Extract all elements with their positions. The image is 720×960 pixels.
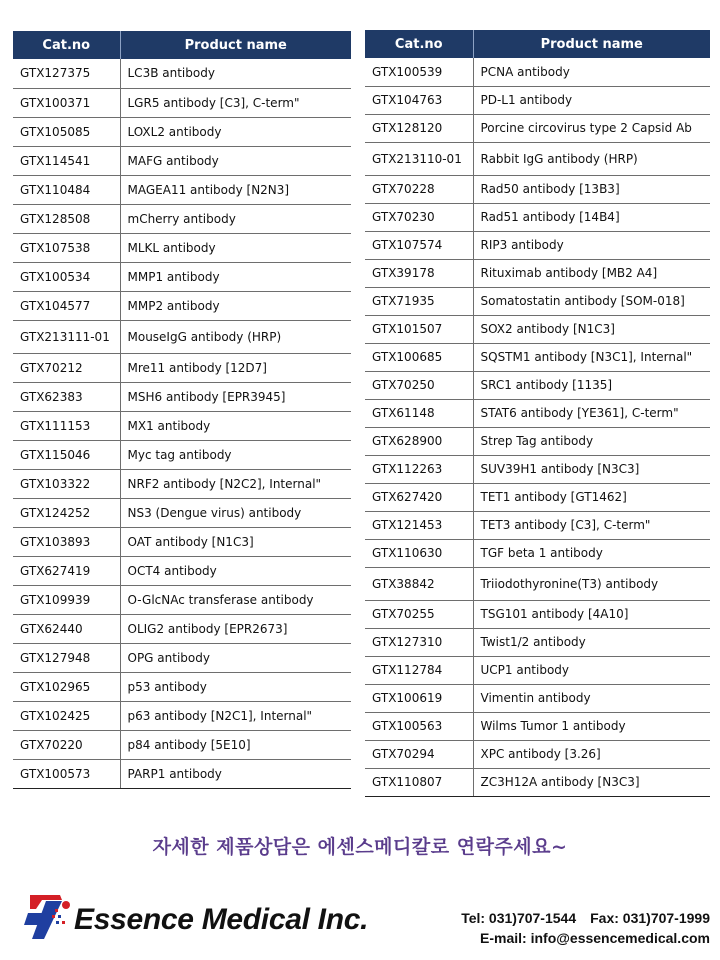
cat-no-cell: GTX61148 (365, 399, 473, 427)
table-row (365, 142, 710, 175)
product-name-cell: Rad51 antibody [14B4] (473, 203, 710, 231)
cat-no-cell: GTX213110-01 (365, 142, 473, 175)
cat-no-cell: GTX115046 (13, 440, 120, 469)
product-name-cell: LC3B antibody (120, 59, 351, 88)
table-row (365, 684, 710, 712)
cat-no-cell: GTX101507 (365, 315, 473, 343)
product-name-cell: OPG antibody (120, 643, 351, 672)
cat-no-cell: GTX100563 (365, 712, 473, 740)
table-row (13, 556, 351, 585)
table-row (13, 353, 351, 382)
product-name-cell: PCNA antibody (473, 58, 710, 86)
product-name-cell: Rad50 antibody [13B3] (473, 175, 710, 203)
product-name-cell: TGF beta 1 antibody (473, 539, 710, 567)
cat-no-cell: GTX114541 (13, 146, 120, 175)
table-row (365, 259, 710, 287)
cat-no-cell: GTX110630 (365, 539, 473, 567)
table-row (13, 117, 351, 146)
product-name-cell: Strep Tag antibody (473, 427, 710, 455)
table-row (365, 656, 710, 684)
phone-number: Tel: 031)707-1544 (461, 910, 577, 926)
product-name-cell: SOX2 antibody [N1C3] (473, 315, 710, 343)
product-name-cell: ZC3H12A antibody [N3C3] (473, 768, 710, 796)
table-row (365, 455, 710, 483)
cat-no-cell: GTX38842 (365, 567, 473, 600)
table-row (365, 371, 710, 399)
cat-no-cell: GTX127375 (13, 59, 120, 88)
product-name-cell: p63 antibody [N2C1], Internal" (120, 701, 351, 730)
cat-no-cell: GTX100371 (13, 88, 120, 117)
product-name-cell: NS3 (Dengue virus) antibody (120, 498, 351, 527)
table-row (365, 628, 710, 656)
table-row (365, 287, 710, 315)
product-name-cell: Rabbit IgG antibody (HRP) (473, 142, 710, 175)
table-header-row (365, 30, 710, 58)
product-table-left (13, 31, 351, 789)
table-row (13, 701, 351, 730)
product-name-cell: Vimentin antibody (473, 684, 710, 712)
product-name-cell: STAT6 antibody [YE361], C-term" (473, 399, 710, 427)
table-row (13, 204, 351, 233)
cat-no-cell: GTX100534 (13, 262, 120, 291)
product-name-cell: p53 antibody (120, 672, 351, 701)
cat-no-cell: GTX62440 (13, 614, 120, 643)
product-name-cell: Triiodothyronine(T3) antibody (473, 567, 710, 600)
header-product-name: Product name (473, 30, 710, 58)
product-name-cell: TET1 antibody [GT1462] (473, 483, 710, 511)
product-name-cell: p84 antibody [5E10] (120, 730, 351, 759)
table-row (365, 712, 710, 740)
cat-no-cell: GTX70220 (13, 730, 120, 759)
product-name-cell: LOXL2 antibody (120, 117, 351, 146)
cat-no-cell: GTX105085 (13, 117, 120, 146)
table-row (13, 320, 351, 353)
cat-no-cell: GTX128508 (13, 204, 120, 233)
table-row (365, 343, 710, 371)
header-cat-no: Cat.no (365, 30, 473, 58)
cat-no-cell: GTX70230 (365, 203, 473, 231)
cat-no-cell: GTX100573 (13, 759, 120, 788)
cat-no-cell: GTX100685 (365, 343, 473, 371)
table-row (13, 88, 351, 117)
cat-no-cell: GTX109939 (13, 585, 120, 614)
table-row (365, 600, 710, 628)
cat-no-cell: GTX100539 (365, 58, 473, 86)
table-row (13, 59, 351, 88)
table-row (13, 469, 351, 498)
company-name: Essence Medical Inc. (74, 903, 369, 936)
table-row (13, 527, 351, 556)
cat-no-cell: GTX628900 (365, 427, 473, 455)
cat-no-cell: GTX127948 (13, 643, 120, 672)
product-name-cell: Somatostatin antibody [SOM-018] (473, 287, 710, 315)
product-name-cell: OLIG2 antibody [EPR2673] (120, 614, 351, 643)
table-row (365, 539, 710, 567)
product-name-cell: LGR5 antibody [C3], C-term" (120, 88, 351, 117)
table-row (365, 175, 710, 203)
table-header-row (13, 31, 351, 59)
product-name-cell: MMP2 antibody (120, 291, 351, 320)
table-row (13, 585, 351, 614)
cat-no-cell: GTX71935 (365, 287, 473, 315)
product-name-cell: NRF2 antibody [N2C2], Internal" (120, 469, 351, 498)
company-logo-icon (22, 891, 72, 943)
table-row (365, 203, 710, 231)
product-name-cell: XPC antibody [3.26] (473, 740, 710, 768)
cat-no-cell: GTX103322 (13, 469, 120, 498)
cat-no-cell: GTX110807 (365, 768, 473, 796)
table-row (13, 614, 351, 643)
cat-no-cell: GTX110484 (13, 175, 120, 204)
product-name-cell: OAT antibody [N1C3] (120, 527, 351, 556)
product-name-cell: UCP1 antibody (473, 656, 710, 684)
cat-no-cell: GTX111153 (13, 411, 120, 440)
product-name-cell: MSH6 antibody [EPR3945] (120, 382, 351, 411)
table-row (365, 483, 710, 511)
table-row (365, 427, 710, 455)
cat-no-cell: GTX102965 (13, 672, 120, 701)
table-row (13, 291, 351, 320)
cat-no-cell: GTX127310 (365, 628, 473, 656)
table-row (365, 567, 710, 600)
table-row (13, 175, 351, 204)
table-row (13, 759, 351, 788)
product-name-cell: O-GlcNAc transferase antibody (120, 585, 351, 614)
product-name-cell: MAGEA11 antibody [N2N3] (120, 175, 351, 204)
table-row (365, 231, 710, 259)
table-row (13, 730, 351, 759)
table-row (365, 399, 710, 427)
table-row (13, 643, 351, 672)
product-name-cell: mCherry antibody (120, 204, 351, 233)
product-name-cell: MX1 antibody (120, 411, 351, 440)
table-row (13, 146, 351, 175)
table-row (365, 768, 710, 796)
cat-no-cell: GTX121453 (365, 511, 473, 539)
cat-no-cell: GTX70250 (365, 371, 473, 399)
product-name-cell: SRC1 antibody [1135] (473, 371, 710, 399)
product-name-cell: MMP1 antibody (120, 262, 351, 291)
table-row (13, 440, 351, 469)
product-name-cell: TET3 antibody [C3], C-term" (473, 511, 710, 539)
contact-slogan: 자세한 제품상담은 에센스메디칼로 연락주세요~ (152, 836, 568, 858)
cat-no-cell: GTX627420 (365, 483, 473, 511)
cat-no-cell: GTX124252 (13, 498, 120, 527)
product-name-cell: TSG101 antibody [4A10] (473, 600, 710, 628)
cat-no-cell: GTX100619 (365, 684, 473, 712)
cat-no-cell: GTX112263 (365, 455, 473, 483)
product-name-cell: Mre11 antibody [12D7] (120, 353, 351, 382)
table-row (13, 382, 351, 411)
cat-no-cell: GTX107574 (365, 231, 473, 259)
product-name-cell: Myc tag antibody (120, 440, 351, 469)
cat-no-cell: GTX128120 (365, 114, 473, 142)
email-address: E-mail: info@essencemedical.com (480, 930, 710, 946)
table-row (365, 114, 710, 142)
header-product-name: Product name (120, 31, 351, 59)
product-name-cell: PARP1 antibody (120, 759, 351, 788)
product-name-cell: PD-L1 antibody (473, 86, 710, 114)
product-name-cell: Twist1/2 antibody (473, 628, 710, 656)
cat-no-cell: GTX104763 (365, 86, 473, 114)
product-name-cell: MouseIgG antibody (HRP) (120, 320, 351, 353)
product-name-cell: OCT4 antibody (120, 556, 351, 585)
cat-no-cell: GTX627419 (13, 556, 120, 585)
cat-no-cell: GTX70294 (365, 740, 473, 768)
table-row (13, 498, 351, 527)
product-name-cell: MAFG antibody (120, 146, 351, 175)
product-name-cell: RIP3 antibody (473, 231, 710, 259)
cat-no-cell: GTX107538 (13, 233, 120, 262)
table-row (13, 233, 351, 262)
product-name-cell: Wilms Tumor 1 antibody (473, 712, 710, 740)
cat-no-cell: GTX104577 (13, 291, 120, 320)
cat-no-cell: GTX39178 (365, 259, 473, 287)
cat-no-cell: GTX70212 (13, 353, 120, 382)
contact-info (461, 908, 710, 948)
cat-no-cell: GTX102425 (13, 701, 120, 730)
fax-number: Fax: 031)707-1999 (590, 910, 710, 926)
cat-no-cell: GTX62383 (13, 382, 120, 411)
cat-no-cell: GTX112784 (365, 656, 473, 684)
product-name-cell: Rituximab antibody [MB2 A4] (473, 259, 710, 287)
cat-no-cell: GTX70228 (365, 175, 473, 203)
table-row (365, 86, 710, 114)
product-name-cell: SQSTM1 antibody [N3C1], Internal" (473, 343, 710, 371)
cat-no-cell: GTX213111-01 (13, 320, 120, 353)
product-name-cell: MLKL antibody (120, 233, 351, 262)
table-row (365, 58, 710, 86)
product-name-cell: Porcine circovirus type 2 Capsid Ab (473, 114, 710, 142)
product-name-cell: SUV39H1 antibody [N3C3] (473, 455, 710, 483)
table-row (365, 740, 710, 768)
cat-no-cell: GTX103893 (13, 527, 120, 556)
header-cat-no: Cat.no (13, 31, 120, 59)
table-row (13, 262, 351, 291)
table-row (13, 411, 351, 440)
table-row (365, 511, 710, 539)
table-row (365, 315, 710, 343)
cat-no-cell: GTX70255 (365, 600, 473, 628)
product-table-right (365, 30, 710, 797)
table-row (13, 672, 351, 701)
